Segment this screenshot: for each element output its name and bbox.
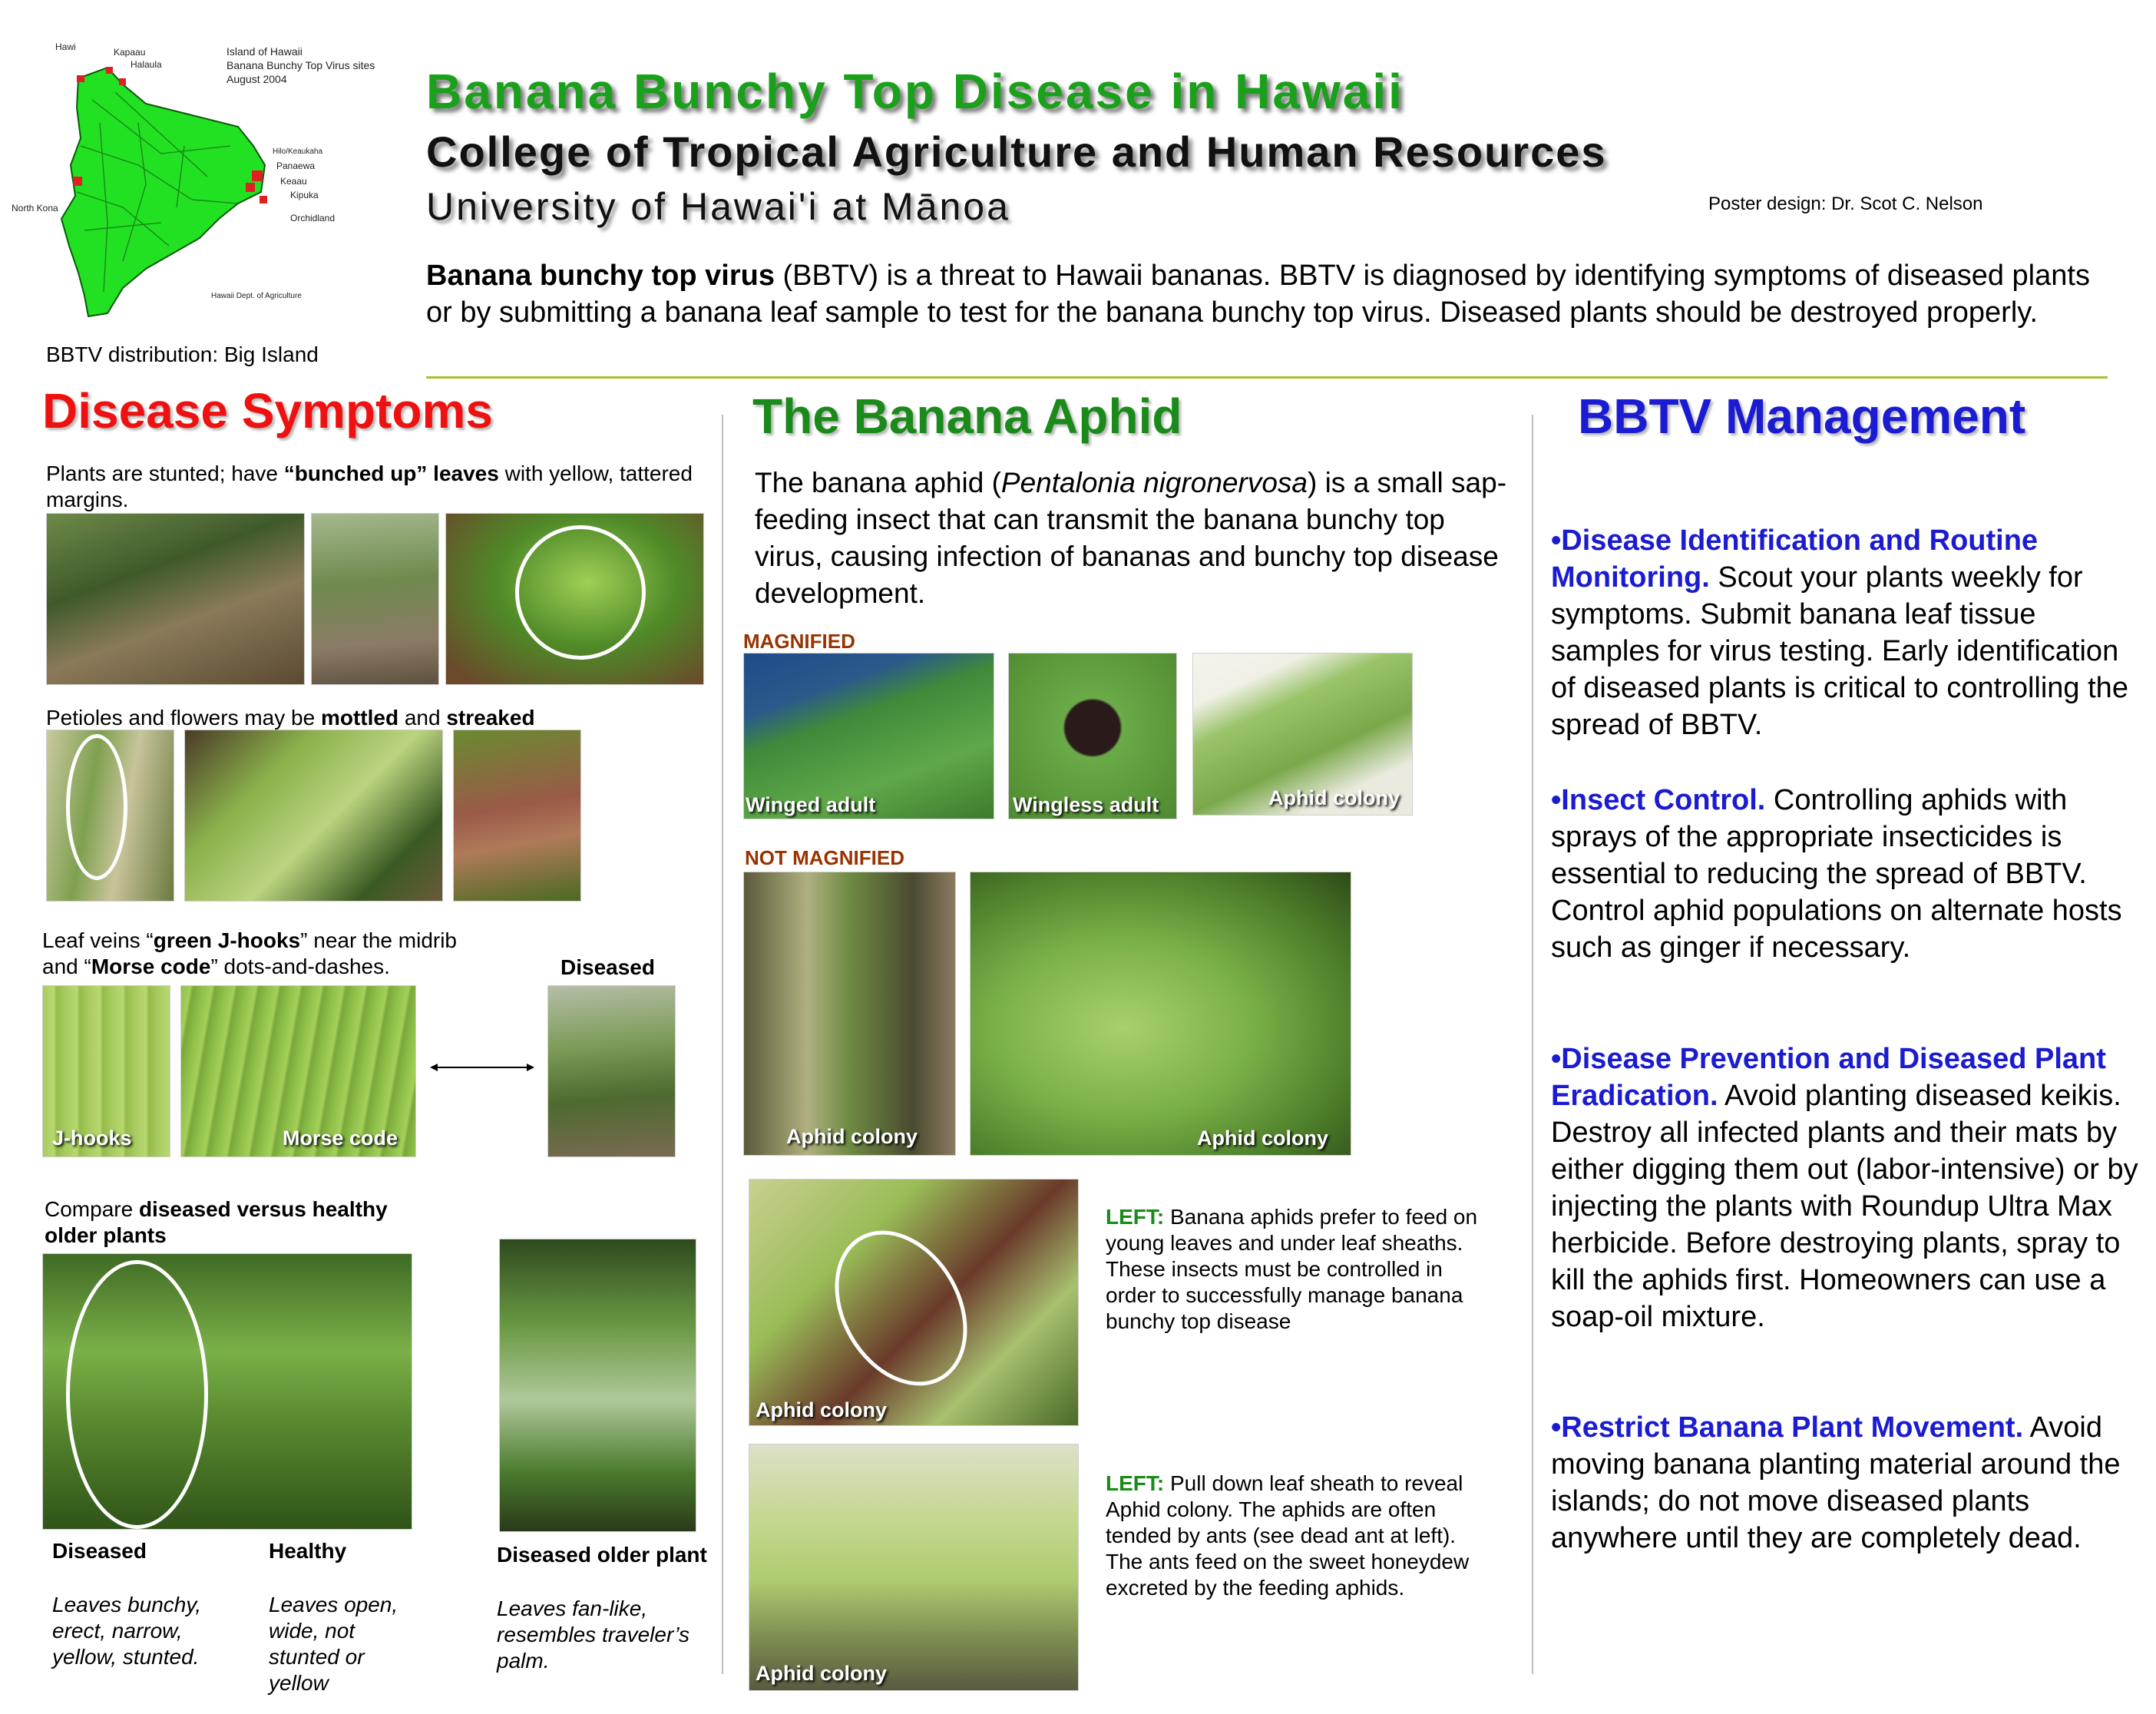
aphid-note-1-label: LEFT: (1106, 1205, 1165, 1229)
management-item-text: Avoid planting diseased keikis. Destroy all infected plants and their mats by either digging them out (labor-intensive) or by injecting the plants with Roundup Ultra Max herbicide. Before destroying plants, spray to kill the aphids first. Homeowners can use a soap-oil mixture. (1551, 1080, 2138, 1333)
map-caption: BBTV distribution: Big Island (46, 342, 319, 366)
symptom-3-pre-2: and “ (42, 955, 91, 978)
photo-morse-code (180, 985, 416, 1157)
caption-wingless-adult: Wingless adult (1013, 793, 1159, 816)
diseased-label: Diseased (560, 955, 655, 979)
management-item (1551, 782, 2142, 966)
management-item-text: Avoid moving banana planting material around the islands; do not move diseased plants anywhere until they are completely dead. (1551, 1411, 2121, 1554)
symptom-2-pre: Petioles and flowers may be (46, 706, 321, 730)
management-item-title: •Disease Prevention and Diseased Plant Eradication. (1551, 1043, 2106, 1112)
compare-col2-title: Healthy (269, 1539, 347, 1563)
photo-jhooks (42, 985, 170, 1157)
photo-diseased-older-plant (499, 1239, 696, 1532)
symptom-2-bold-1: mottled (320, 706, 399, 730)
map-source: Hawaii Dept. of Agriculture (211, 292, 302, 300)
photo-stunted-field (46, 513, 305, 685)
symptom-1-post: with yellow, tattered margins. (46, 462, 693, 511)
caption-aphid-colony-leaves: Aphid colony (1197, 1127, 1328, 1150)
poster-credit: Poster design: Dr. Scot C. Nelson (1708, 194, 1983, 214)
intro-paragraph (426, 257, 2123, 331)
magnified-label: MAGNIFIED (743, 630, 855, 653)
symptom-1-pre: Plants are stunted; have (46, 462, 284, 485)
map-legend-line1: Island of Hawaii (227, 45, 303, 58)
management-item-title: •Insect Control. (1551, 784, 1766, 816)
caption-winged-adult: Winged adult (746, 793, 876, 816)
photo-winged-adult (743, 653, 994, 819)
header-divider (426, 376, 2108, 379)
management-item (1551, 1409, 2142, 1557)
symptom-2-bold-2: streaked (446, 706, 535, 730)
photo-diseased-plant (547, 985, 676, 1157)
highlight-circle (808, 1207, 994, 1410)
aphid-species-name: Pentalonia nigronervosa (1000, 467, 1308, 498)
map-label-kapaau: Kapaau (114, 47, 146, 58)
map-label-halaula: Halaula (131, 59, 162, 70)
photo-stunted-plant (311, 513, 439, 685)
photo-bunched-leaves (445, 513, 704, 685)
caption-aphid-colony-pulled: Aphid colony (756, 1662, 887, 1685)
photo-wingless-adult (1008, 653, 1177, 819)
map-label-keaau: Keaau (280, 176, 307, 187)
aphid-note-1 (1106, 1204, 1490, 1335)
map-label-orchidland: Orchidland (290, 213, 336, 223)
symptom-3-post-1: ” near the midrib (300, 928, 458, 952)
management-item-title: •Disease Identification and Routine Monitoring. (1551, 524, 2039, 594)
poster-title: Banana Bunchy Top Disease in Hawaii (426, 64, 1404, 119)
intro-text: (BBTV) is a threat to Hawaii bananas. BBTV is diagnosed by identifying symptoms of diseased plants or by submitting a banana leaf sample to test for the banana bunchy top virus. Diseased plants should be destroyed properly. (426, 260, 2090, 329)
not-magnified-label: NOT MAGNIFIED (745, 846, 904, 869)
symptom-3-bold-1: green J-hooks (153, 928, 301, 952)
map-label-panaewa: Panaewa (276, 160, 316, 171)
symptom-3-post-2: ” dots-and-dashes. (210, 955, 390, 978)
symptom-4-text (45, 1196, 475, 1249)
symptom-2-mid: and (398, 706, 447, 730)
symptom-4-bold-2: older plants (45, 1223, 167, 1247)
management-item-text: Controlling aphids with sprays of the appropriate insecticides is essential to reducing the spread of BBTV. Control aphid populations on alternate hosts such as ginger if necessary. (1551, 784, 2122, 964)
aphid-intro-post: ) is a small sap-feeding insect that can transmit the banana bunchy top virus, causing infection of bananas and bunchy top disease development. (755, 467, 1507, 609)
map-legend-line3: August 2004 (227, 73, 287, 85)
compare-col3-text: Leaves fan-like, resembles traveler’s palm. (497, 1597, 690, 1673)
column-divider-left (722, 415, 723, 1674)
photo-aphid-colony-leaves (970, 872, 1351, 1156)
aphid-note-2-label: LEFT: (1106, 1471, 1165, 1495)
photo-aphid-colony-stem (743, 872, 956, 1156)
caption-jhooks: J-hooks (52, 1127, 132, 1150)
compare-col2-text: Leaves open, wide, not stunted or yellow (269, 1593, 398, 1695)
map-label-north-kona: North Kona (12, 203, 58, 213)
photo-aphid-colony-magnified (1192, 653, 1413, 816)
column-divider-right (1532, 415, 1533, 1674)
aphid-note-1-text: Banana aphids prefer to feed on young leaves and under leaf sheaths. These insects must be controlled in order to successfully manage banana bunchy top disease (1106, 1205, 1478, 1333)
compare-col1-title: Diseased (52, 1539, 147, 1563)
intro-bold: Banana bunchy top virus (426, 260, 775, 292)
caption-morse-code: Morse code (283, 1127, 398, 1150)
caption-aphid-colony-sheath: Aphid colony (756, 1398, 887, 1421)
symptom-3-text (42, 928, 503, 980)
map-label-hawi: Hawi (55, 41, 76, 52)
arrow-double (428, 1060, 536, 1075)
management-item (1551, 522, 2142, 743)
highlight-circle (66, 1260, 208, 1529)
symptom-1-text (46, 461, 714, 513)
aphid-intro-pre: The banana aphid ( (755, 467, 1001, 498)
management-item-title: •Restrict Banana Plant Movement. (1551, 1411, 2024, 1444)
photo-aphid-colony-sheath (749, 1179, 1079, 1426)
aphid-intro (755, 465, 1515, 612)
symptom-3-pre-1: Leaf veins “ (42, 928, 154, 952)
map-label-kipuka: Kipuka (290, 190, 319, 200)
management-item (1551, 1041, 2142, 1335)
aphid-note-2 (1106, 1471, 1490, 1601)
aphid-heading: The Banana Aphid (752, 389, 1182, 444)
symptom-2-text (46, 705, 535, 731)
symptom-4-pre: Compare (45, 1197, 139, 1221)
aphid-note-2-text: Pull down leaf sheath to reveal Aphid colony. The aphids are often tended by ants (see dead ant at left). The ants feed on the sweet honeydew excreted by the feeding aphids. (1106, 1471, 1470, 1600)
photo-streaked-petiole (46, 730, 174, 902)
symptom-4-bold-1: diseased versus healthy (138, 1197, 388, 1221)
symptom-1-bold: “bunched up” leaves (283, 462, 499, 485)
hawaii-island-map (8, 31, 407, 353)
map-label-hilo: Hilo/Keaukaha (273, 147, 323, 156)
highlight-circle (66, 734, 127, 880)
photo-streaked-leaf (184, 730, 443, 902)
compare-col1-text: Leaves bunchy, erect, narrow, yellow, stunted. (52, 1593, 202, 1669)
caption-aphid-colony-stem: Aphid colony (786, 1125, 918, 1148)
compare-col3-title: Diseased older plant (497, 1543, 707, 1567)
photo-mottled-flower (453, 730, 581, 902)
highlight-circle (515, 525, 646, 660)
management-heading: BBTV Management (1578, 389, 2026, 444)
university-name: University of Hawai'i at Mānoa (426, 185, 1010, 228)
symptom-3-bold-2: Morse code (91, 955, 211, 978)
symptoms-heading: Disease Symptoms (42, 383, 493, 438)
photo-aphid-colony-pulled (749, 1444, 1079, 1691)
caption-aphid-colony-magnified: Aphid colony (1268, 786, 1400, 809)
college-name: College of Tropical Agriculture and Human Resources (426, 127, 1607, 176)
island-map (8, 31, 407, 353)
map-legend-line2: Banana Bunchy Top Virus sites (227, 59, 375, 71)
photo-diseased-vs-healthy (42, 1253, 412, 1530)
management-item-text: Scout your plants weekly for symptoms. Submit banana leaf tissue samples for virus testing. Early identification of diseased plants is critical to controlling the spread of BBTV. (1551, 561, 2128, 741)
